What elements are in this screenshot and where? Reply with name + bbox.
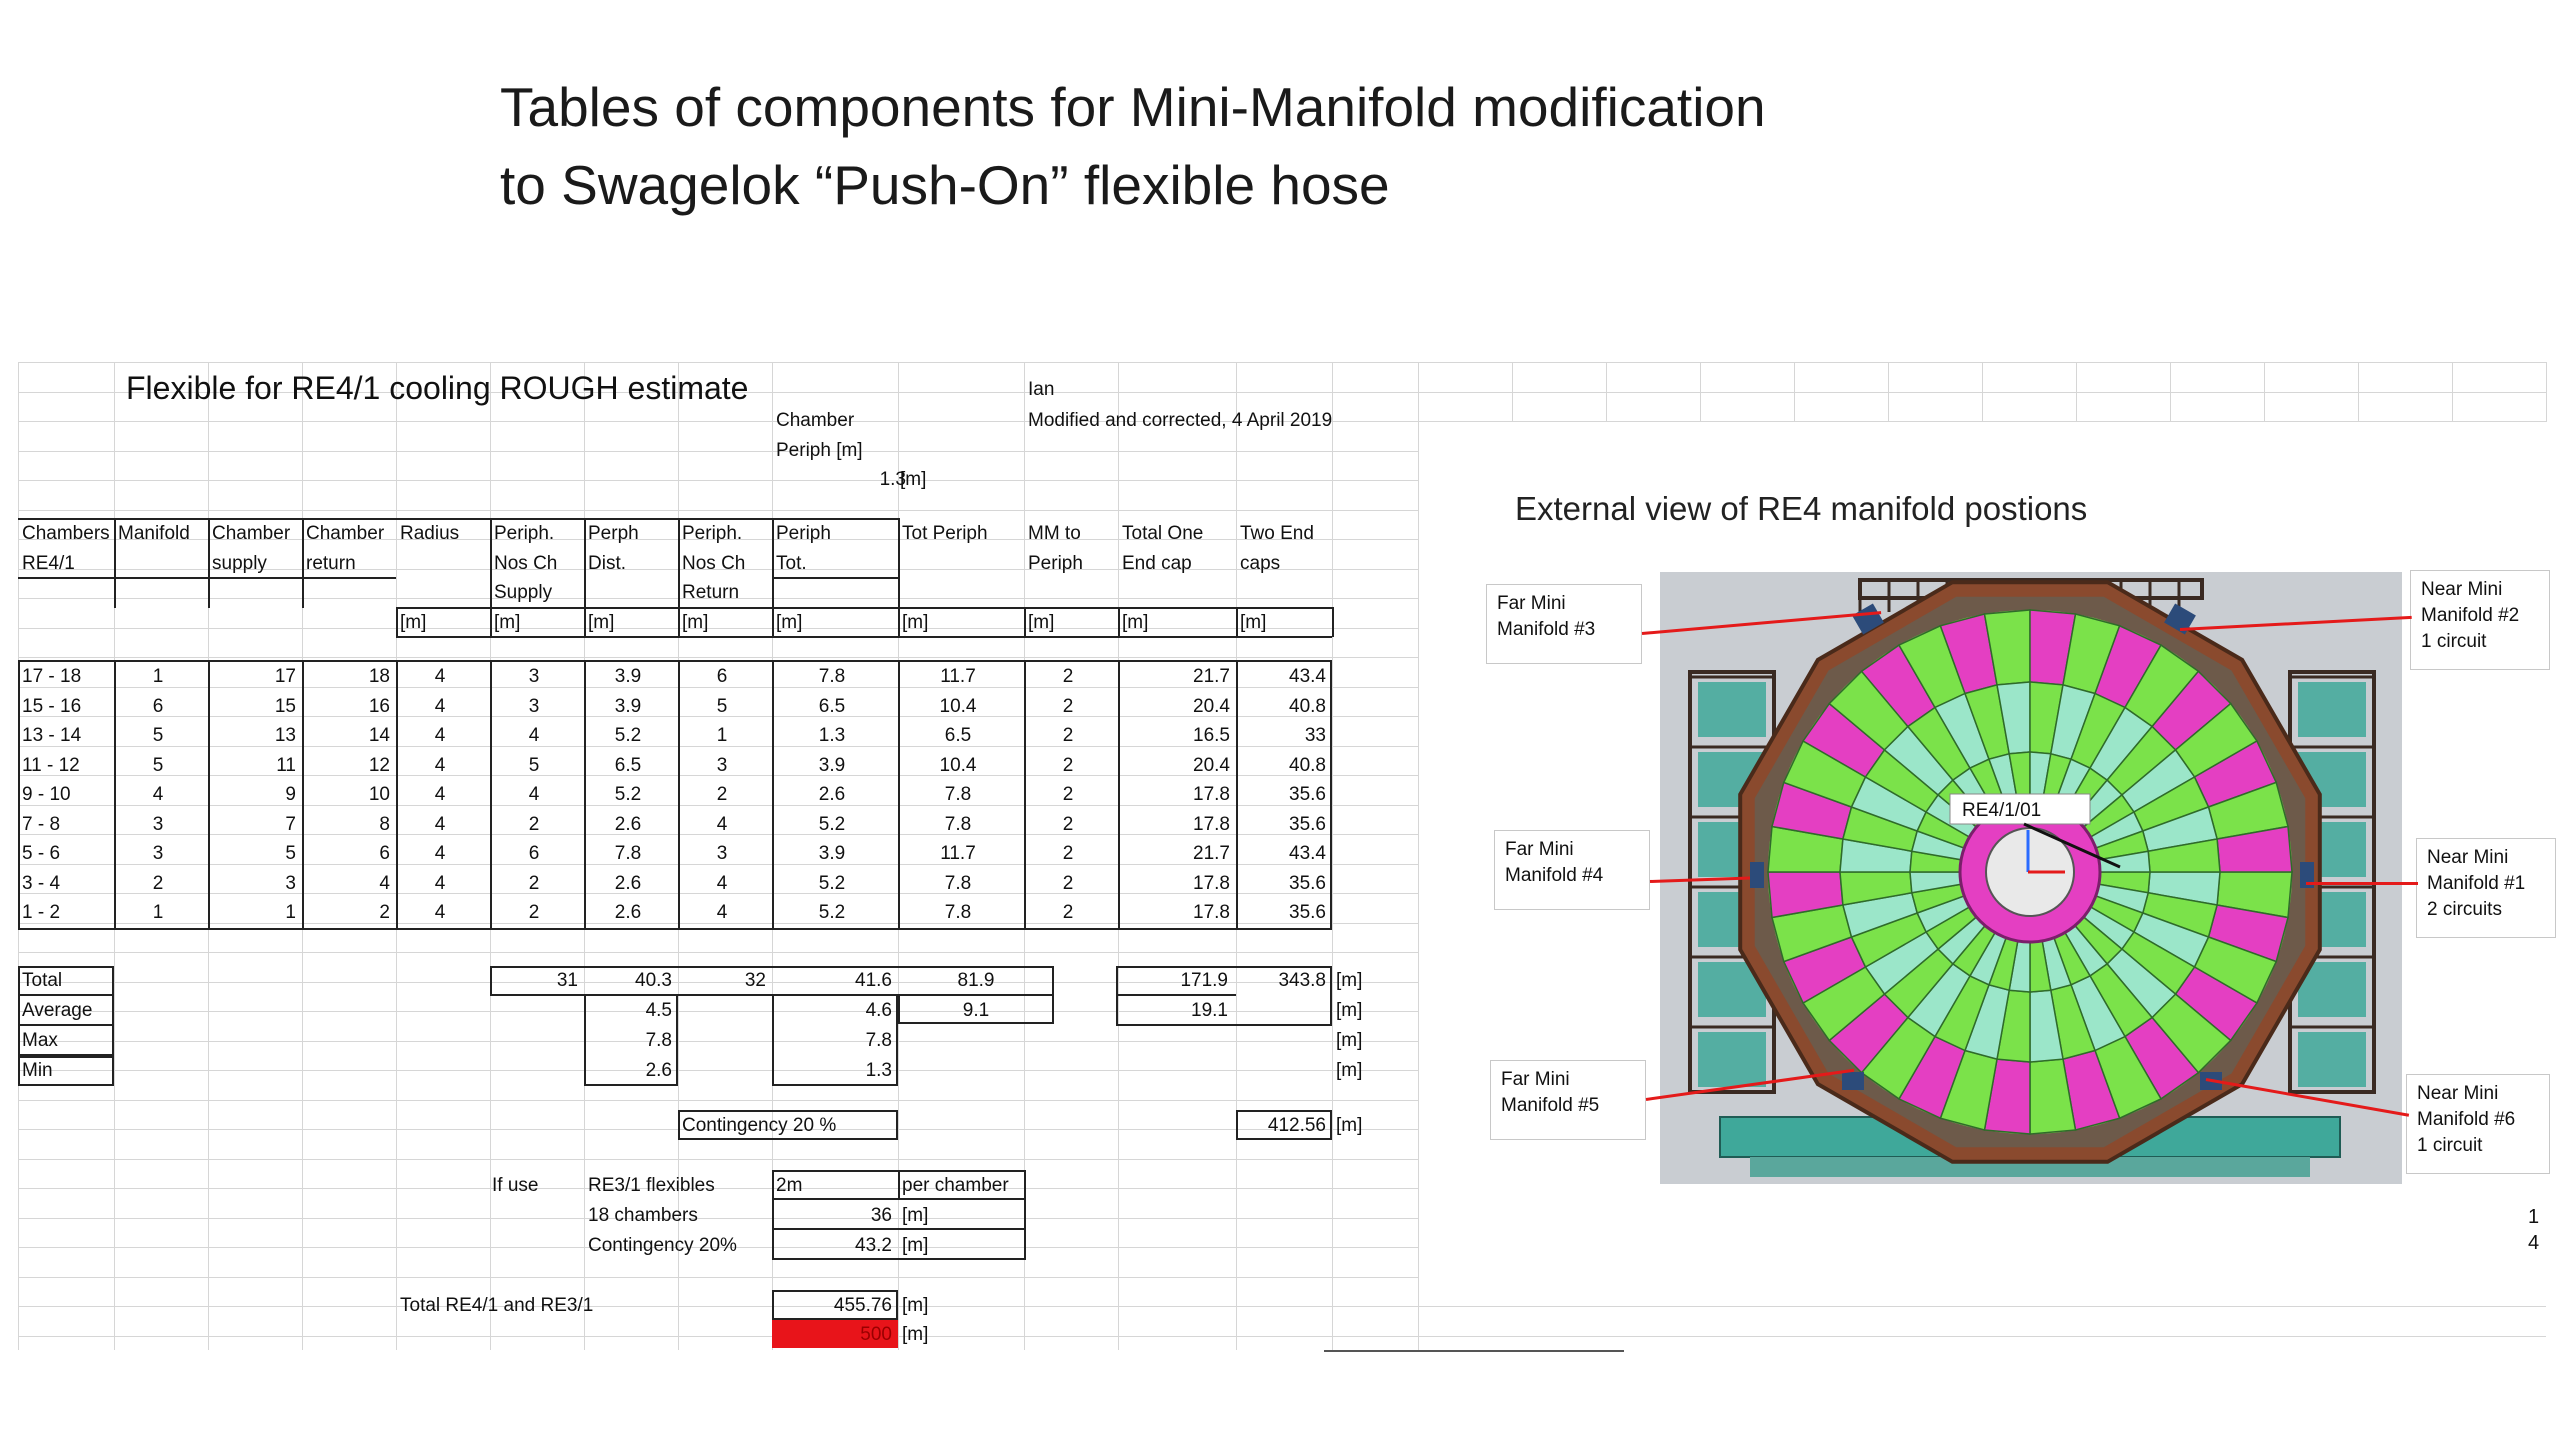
table-cell: 1 [285, 902, 296, 923]
table-cell: 3 [716, 843, 728, 864]
total-one-endcap: 171.9 [1180, 970, 1228, 991]
table-cell: 5.2 [614, 725, 642, 746]
header-border [396, 607, 398, 637]
re3-contingency-unit: [m] [902, 1235, 929, 1256]
header-border [772, 577, 898, 579]
table-cell: 2 [1062, 813, 1074, 835]
figure-title: External view of RE4 manifold postions [1515, 490, 2088, 527]
avg-one-endcap: 19.1 [1191, 1000, 1228, 1021]
manifold-5-marker [1842, 1072, 1864, 1090]
column-unit: [m] [682, 611, 709, 633]
column-unit: [m] [1240, 611, 1267, 633]
table-cell: 3 [528, 666, 540, 687]
re3-flexibles-value: 2m [776, 1175, 803, 1196]
grand-total-label: Total RE4/1 and RE3/1 [400, 1295, 594, 1316]
callout-line: 1 circuit [2421, 631, 2487, 652]
table-cell: 7.8 [944, 902, 972, 923]
table-cell: 4 [434, 754, 446, 776]
table-cell: 2 [528, 813, 540, 835]
table-cell: 1 [716, 725, 728, 746]
table-cell: 5.2 [614, 784, 642, 805]
table-cell: 1 [152, 666, 164, 687]
table-cell: 4 [434, 784, 446, 805]
table-cell: 7.8 [944, 872, 972, 894]
table-cell: 5 [152, 725, 164, 746]
summary-label-divider [18, 1024, 114, 1026]
scaffold-panel [1698, 682, 1766, 737]
table-cell: 4 [434, 843, 446, 864]
table-cell: 7.8 [944, 813, 972, 835]
slide-title [500, 68, 1766, 224]
table-cell: 3 [528, 695, 540, 717]
callout-line: 2 circuits [2427, 899, 2502, 920]
callout-line: Manifold #4 [1505, 865, 1604, 886]
table-cell: 4 [434, 813, 446, 835]
grid-row-line [18, 1188, 1418, 1189]
callout-line: 1 circuit [2417, 1135, 2483, 1156]
re3-flexibles-label: RE3/1 flexibles [588, 1175, 715, 1196]
table-cell: 16 [368, 695, 390, 717]
table-cell: 17 [274, 666, 296, 687]
manifold-4-marker [1750, 862, 1764, 888]
column-unit: [m] [776, 611, 803, 633]
table-cell: 3 [716, 754, 728, 776]
column-header-text: Nos Ch [494, 552, 558, 574]
table-cell: 3 [152, 813, 164, 835]
table-cell: 7 [285, 813, 296, 835]
grid-row-line [18, 1159, 1418, 1160]
table-cell: 2 [528, 902, 540, 923]
column-header-text: supply [212, 552, 267, 574]
table-cell: 17.8 [1193, 902, 1230, 923]
table-cell: 20.4 [1193, 695, 1230, 717]
column-header-text: Radius [400, 523, 460, 544]
max-dist: 7.8 [645, 1030, 672, 1051]
column-header-text: Supply [494, 582, 553, 603]
rounded-total-value: 500 [860, 1324, 892, 1345]
header-border [18, 577, 396, 579]
total-periph: 41.6 [855, 970, 892, 991]
table-cell: 2 [1062, 725, 1074, 746]
grid-row-line [18, 628, 1418, 629]
header-border [302, 518, 304, 608]
callout-line: Far Mini [1501, 1069, 1570, 1090]
column-unit: [m] [494, 611, 521, 633]
column-unit: [m] [400, 611, 427, 633]
header-border [490, 518, 492, 608]
scaffold-panel [2298, 682, 2366, 737]
column-header-text: End cap [1122, 552, 1192, 574]
callout-line: Near Mini [2421, 579, 2503, 600]
table-cell: 2 [716, 784, 728, 805]
header-border [1118, 607, 1120, 637]
header-border [1332, 607, 1334, 637]
table-cell: 17.8 [1193, 813, 1230, 835]
table-cell: 15 [274, 695, 296, 717]
contingency-label: Contingency 20 % [682, 1115, 837, 1136]
unit-m: [m] [1336, 1000, 1363, 1021]
grid-row-line [18, 657, 1418, 658]
table-cell: 10.4 [939, 695, 977, 717]
column-header-text: Chamber [306, 523, 385, 544]
table-cell: 2 [379, 902, 390, 923]
table-cell: 18 [368, 666, 390, 687]
if-use-label: If use [492, 1175, 539, 1196]
table-cell: 35.6 [1289, 872, 1326, 894]
table-cell: 7.8 [944, 784, 972, 805]
grid-row-line [18, 362, 2546, 363]
callout-near-manifold-6 [2406, 1074, 2550, 1174]
column-header-text: Total One [1122, 523, 1204, 544]
grid-row-line [18, 1277, 1418, 1278]
table-cell: 5 [716, 695, 728, 717]
summary-max-label: Max [22, 1030, 58, 1051]
header-border [772, 607, 774, 637]
table-cell: 4 [434, 666, 446, 687]
header-border [208, 518, 210, 608]
total-dist: 40.3 [635, 970, 672, 991]
table-cell: 5 [285, 843, 296, 864]
table-cell: 21.7 [1193, 666, 1230, 687]
table-cell: 7.8 [614, 843, 642, 864]
table-cell: 5.2 [818, 813, 846, 835]
callout-line: Manifold #5 [1501, 1095, 1600, 1116]
min-dist: 2.6 [645, 1060, 672, 1081]
re3-chambers-unit: [m] [902, 1205, 929, 1226]
summary-average-label: Average [22, 1000, 93, 1021]
row-chambers: 5 - 6 [22, 843, 61, 864]
re3-divider [772, 1228, 1026, 1230]
table-cell: 13 [274, 725, 296, 746]
re3-contingency-value: 43.2 [855, 1235, 892, 1256]
table-cell: 6 [528, 843, 540, 864]
table-cell: 40.8 [1289, 695, 1326, 717]
leader-near-1 [2306, 882, 2418, 885]
table-cell: 33 [1304, 725, 1326, 746]
column-header-text: Perph [588, 523, 639, 544]
table-cell: 5 [152, 754, 164, 776]
grid-row-line [18, 1100, 1418, 1101]
row-chambers: 17 - 18 [22, 666, 82, 687]
grid-row-line [18, 1336, 2546, 1337]
table-cell: 6.5 [818, 695, 846, 717]
endcap-divider [1116, 994, 1236, 996]
table-cell: 4 [716, 813, 728, 835]
summary-min-label: Min [22, 1060, 53, 1081]
table-cell: 7.8 [818, 666, 846, 687]
slide-title-line-2: to Swagelok “Push-On” flexible hose [500, 154, 1390, 216]
max-periph: 7.8 [865, 1030, 892, 1051]
callout-near-manifold-2 [2410, 570, 2550, 670]
row-chambers: 3 - 4 [22, 872, 61, 894]
table-cell: 2 [1062, 754, 1074, 776]
table-cell: 2 [1062, 902, 1074, 923]
table-cell: 3 [152, 843, 164, 864]
header-border [898, 607, 900, 637]
scaffold-panel [2298, 1032, 2366, 1087]
table-cell: 3.9 [818, 754, 846, 776]
table-cell: 6.5 [614, 754, 642, 776]
avg-periph: 4.6 [865, 1000, 892, 1021]
column-header-text: caps [1240, 552, 1281, 574]
table-cell: 10 [368, 784, 390, 805]
table-cell: 3.9 [818, 843, 846, 864]
header-border [396, 636, 1332, 638]
re3-contingency-label: Contingency 20% [588, 1235, 737, 1256]
table-cell: 4 [152, 784, 164, 805]
callout-line: Near Mini [2427, 847, 2509, 868]
callout-far-manifold-4 [1494, 830, 1650, 910]
summary-min-box [18, 1056, 114, 1086]
table-cell: 4 [528, 725, 540, 746]
column-header-text: Tot. [776, 552, 807, 574]
table-cell: 2.6 [614, 902, 642, 923]
table-cell: 43.4 [1289, 666, 1326, 687]
header-border [114, 518, 116, 608]
summary-label-divider [18, 994, 114, 996]
table-cell: 14 [368, 725, 390, 746]
column-unit: [m] [1122, 611, 1149, 633]
sheet-title: Flexible for RE4/1 cooling ROUGH estimate [126, 370, 749, 406]
table-cell: 5.2 [818, 872, 846, 894]
slide-title-line-1: Tables of components for Mini-Manifold modification [500, 76, 1766, 138]
table-cell: 2.6 [818, 784, 846, 805]
table-cell: 2 [1062, 784, 1074, 805]
chamber-periph-value: 1.3 [879, 469, 906, 490]
page-number-line: 4 [2528, 1232, 2540, 1254]
table-cell: 11 [276, 754, 296, 776]
row-chambers: 15 - 16 [22, 695, 82, 717]
column-header-text: Tot Periph [902, 523, 988, 544]
re3-chambers-label: 18 chambers [588, 1205, 698, 1226]
column-unit: [m] [588, 611, 615, 633]
total-supply: 31 [556, 970, 578, 991]
unit-m: [m] [1336, 1030, 1363, 1051]
table-cell: 4 [528, 784, 540, 805]
header-border [396, 607, 1332, 609]
column-header-text: Periph [1028, 552, 1083, 574]
center-label: RE4/1/01 [1962, 800, 2042, 821]
contingency-value: 412.56 [1267, 1115, 1326, 1136]
table-cell: 5 [528, 754, 540, 776]
header-border [898, 518, 900, 608]
column-header-text: return [306, 552, 356, 574]
table-cell: 40.8 [1289, 754, 1326, 776]
row-chambers: 7 - 8 [22, 813, 61, 835]
grid-row-line [18, 1041, 1418, 1042]
table-cell: 35.6 [1289, 813, 1326, 835]
table-cell: 2 [1062, 843, 1074, 864]
column-header-text: Return [682, 582, 740, 603]
bottom-rule [1324, 1350, 1624, 1352]
table-cell: 17.8 [1193, 872, 1230, 894]
callout-line: Manifold #1 [2427, 873, 2526, 894]
callout-line: Far Mini [1505, 839, 1574, 860]
table-cell: 1.3 [818, 725, 846, 746]
grid-column-line [1418, 362, 1419, 1350]
row-chambers: 1 - 2 [22, 902, 61, 923]
column-unit: [m] [902, 611, 929, 633]
grand-total-unit: [m] [902, 1295, 929, 1316]
table-cell: 20.4 [1193, 754, 1230, 776]
avg-tot-periph: 9.1 [962, 1000, 990, 1021]
table-cell: 11.7 [940, 843, 976, 864]
row-chambers: 9 - 10 [22, 784, 71, 805]
header-border [678, 607, 680, 637]
table-cell: 16.5 [1193, 725, 1230, 746]
column-header-text: Manifold [118, 523, 190, 544]
table-cell: 21.7 [1193, 843, 1230, 864]
callout-far-manifold-3 [1486, 584, 1642, 664]
table-cell: 11.7 [940, 666, 976, 687]
header-border [18, 518, 898, 520]
chamber-periph-label-2: Periph [m] [776, 440, 863, 461]
table-cell: 9 [285, 784, 296, 805]
chamber-periph-label-1: Chamber [776, 410, 855, 431]
table-cell: 6 [379, 843, 390, 864]
table-cell: 4 [434, 725, 446, 746]
callout-far-manifold-5 [1490, 1060, 1646, 1140]
table-cell: 35.6 [1289, 784, 1326, 805]
table-cell: 3.9 [614, 695, 642, 717]
table-cell: 2.6 [614, 872, 642, 894]
grid-row-line [18, 1070, 1418, 1071]
scaffold-panel [1698, 1032, 1766, 1087]
re3-divider [898, 1170, 900, 1200]
row-chambers: 11 - 12 [22, 754, 80, 776]
callout-line: Manifold #2 [2421, 605, 2520, 626]
grid-row-line [18, 1306, 2546, 1307]
table-cell: 5.2 [818, 902, 846, 923]
column-header-text: Periph [776, 523, 831, 544]
chamber-periph-unit: [m] [900, 469, 927, 490]
table-cell: 35.6 [1289, 902, 1326, 923]
header-border [772, 518, 774, 608]
unit-m: [m] [1336, 1060, 1363, 1081]
column-header-text: Periph. [494, 523, 555, 544]
header-border [1024, 607, 1026, 637]
grid-row-line [18, 480, 1418, 481]
column-header-text: Nos Ch [682, 552, 746, 574]
unit-m: [m] [1336, 970, 1363, 991]
rounded-total-unit: [m] [902, 1324, 929, 1345]
column-header-text: MM to [1028, 523, 1081, 544]
column-header-text: Periph. [682, 523, 743, 544]
grid-row-line [18, 952, 1418, 953]
table-cell: 4 [716, 902, 728, 923]
table-cell: 3.9 [614, 666, 642, 687]
table-cell: 2.6 [614, 813, 642, 835]
callout-line: Manifold #6 [2417, 1109, 2516, 1130]
row-chambers: 13 - 14 [22, 725, 82, 746]
table-cell: 12 [368, 754, 390, 776]
table-cell: 2 [1062, 872, 1074, 894]
column-header-text: Two End [1240, 523, 1314, 544]
contingency-unit: [m] [1336, 1115, 1363, 1136]
total-two-endcaps: 343.8 [1278, 970, 1326, 991]
min-periph: 1.3 [865, 1060, 892, 1081]
page-number [2528, 1204, 2539, 1256]
table-cell: 4 [716, 872, 728, 894]
column-header-text: Chambers [22, 523, 110, 544]
callout-line: Far Mini [1497, 593, 1566, 614]
header-border [678, 518, 680, 608]
table-cell: 4 [434, 872, 446, 894]
avg-dist: 4.5 [645, 1000, 672, 1021]
callout-near-manifold-1 [2416, 838, 2556, 938]
header-border [584, 607, 586, 637]
re3-divider [772, 1198, 1026, 1200]
re3-flexibles-unit: per chamber [902, 1175, 1009, 1196]
header-border [490, 607, 492, 637]
table-cell: 3 [285, 872, 296, 894]
column-header-text: Dist. [588, 552, 626, 574]
grid-row-line [18, 451, 1418, 452]
table-cell: 43.4 [1289, 843, 1326, 864]
total-return: 32 [744, 970, 766, 991]
callout-line: Manifold #3 [1497, 619, 1596, 640]
grid-column-line [2546, 362, 2547, 422]
table-cell: 4 [379, 872, 390, 894]
table-cell: 4 [434, 902, 446, 923]
table-cell: 17.8 [1193, 784, 1230, 805]
sheet-modified-note: Modified and corrected, 4 April 2019 [1028, 410, 1333, 431]
table-cell: 1 [152, 902, 164, 923]
grid-row-line [18, 510, 1418, 511]
table-cell: 4 [434, 695, 446, 717]
table-cell: 8 [379, 813, 390, 835]
sheet-author: Ian [1028, 379, 1055, 400]
total-tot-periph: 81.9 [957, 970, 995, 991]
column-header-text: RE4/1 [22, 552, 75, 574]
column-header-text: Chamber [212, 523, 291, 544]
page-number-line: 1 [2528, 1206, 2540, 1228]
table-cell: 2 [1062, 666, 1074, 687]
table-cell: 2 [1062, 695, 1074, 717]
table-cell: 6 [152, 695, 164, 717]
table-cell: 2 [152, 872, 164, 894]
header-border [1236, 607, 1238, 637]
table-cell: 10.4 [939, 754, 977, 776]
re3-chambers-value: 36 [870, 1205, 892, 1226]
table-cell: 2 [528, 872, 540, 894]
table-cell: 6.5 [944, 725, 972, 746]
header-border [584, 518, 586, 608]
table-cell: 6 [716, 666, 728, 687]
grand-total-value: 455.76 [833, 1295, 892, 1316]
grid-row-line [18, 1218, 1418, 1219]
callout-line: Near Mini [2417, 1083, 2499, 1104]
summary-total-label: Total [22, 970, 63, 991]
column-unit: [m] [1028, 611, 1055, 633]
